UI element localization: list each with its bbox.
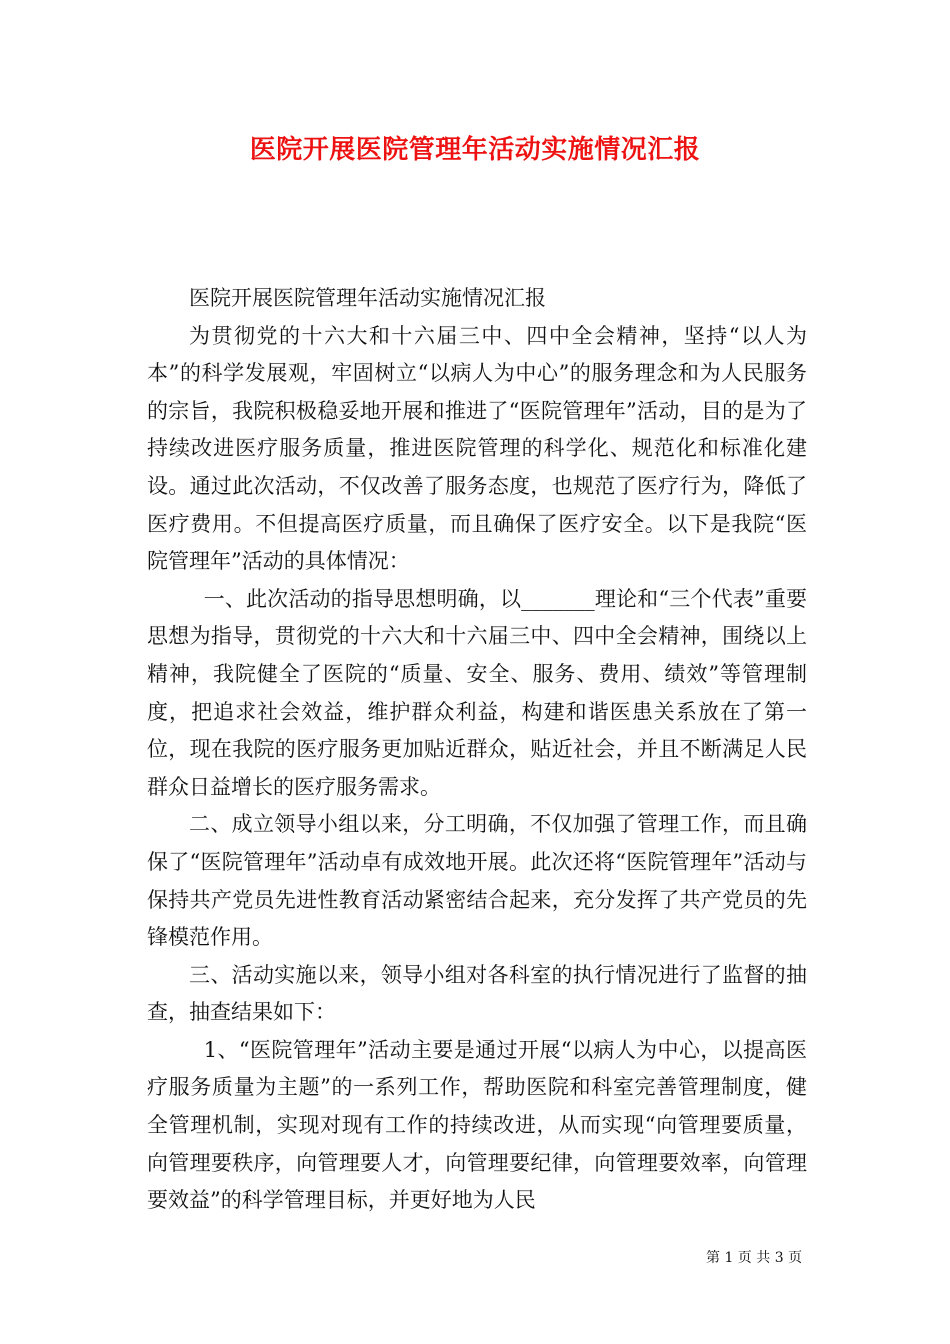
page-number-indicator: 第 1 页 共 3 页 <box>706 1250 803 1266</box>
page-title: 医院开展医院管理年活动实施情况汇报 <box>249 135 701 165</box>
paragraph-section-3: 三、活动实施以来，领导小组对各科室的执行情况进行了监督的抽查，抽查结果如下： <box>147 962 807 1025</box>
paragraph-item-1: 1、“医院管理年”活动主要是通过开展“以病人为中心，以提高医疗服务质量为主题”的一系列工作，帮助医院和科室完善管理制度，健全管理机制，实现对现有工作的持续改进，从而实现“向管理要质量，向管理要秩序，向管理要人才，向管理要纪律，向管理要效率，向管理要效益”的科学管理目标，并更好地为人民 <box>147 1037 807 1213</box>
paragraph-heading: 医院开展医院管理年活动实施情况汇报 <box>189 286 546 310</box>
paragraph-intro: 为贯彻党的十六大和十六届三中、四中全会精神，坚持“以人为本”的科学发展观，牢固树立“以病人为中心”的服务理念和为人民服务的宗旨，我院积极稳妥地开展和推进了“医院管理年”活动，目的是为了持续改进医疗服务质量，推进医院管理的科学化、规范化和标准化建设。通过此次活动，不仅改善了服务态度，也规范了医疗行为，降低了医疗费用。不但提高医疗质量，而且确保了医疗安全。以下是我院“医院管理年”活动的具体情况： <box>147 323 807 574</box>
document-body <box>147 280 807 1220</box>
paragraph-section-2: 二、成立领导小组以来，分工明确，不仅加强了管理工作，而且确保了“医院管理年”活动卓有成效地开展。此次还将“医院管理年”活动与保持共产党员先进性教育活动紧密结合起来，充分发挥了共产党员的先锋模范作用。 <box>147 812 807 950</box>
paragraph-section-1: 一、此次活动的指导思想明确，以_______理论和“三个代表”重要思想为指导，贯彻党的十六大和十六届三中、四中全会精神，围绕以上精神，我院健全了医院的“质量、安全、服务、费用、绩效”等管理制度，把追求社会效益，维护群众利益，构建和谐医患关系放在了第一位，现在我院的医疗服务更加贴近群众，贴近社会，并且不断满足人民群众日益增长的医疗服务需求。 <box>147 586 807 799</box>
